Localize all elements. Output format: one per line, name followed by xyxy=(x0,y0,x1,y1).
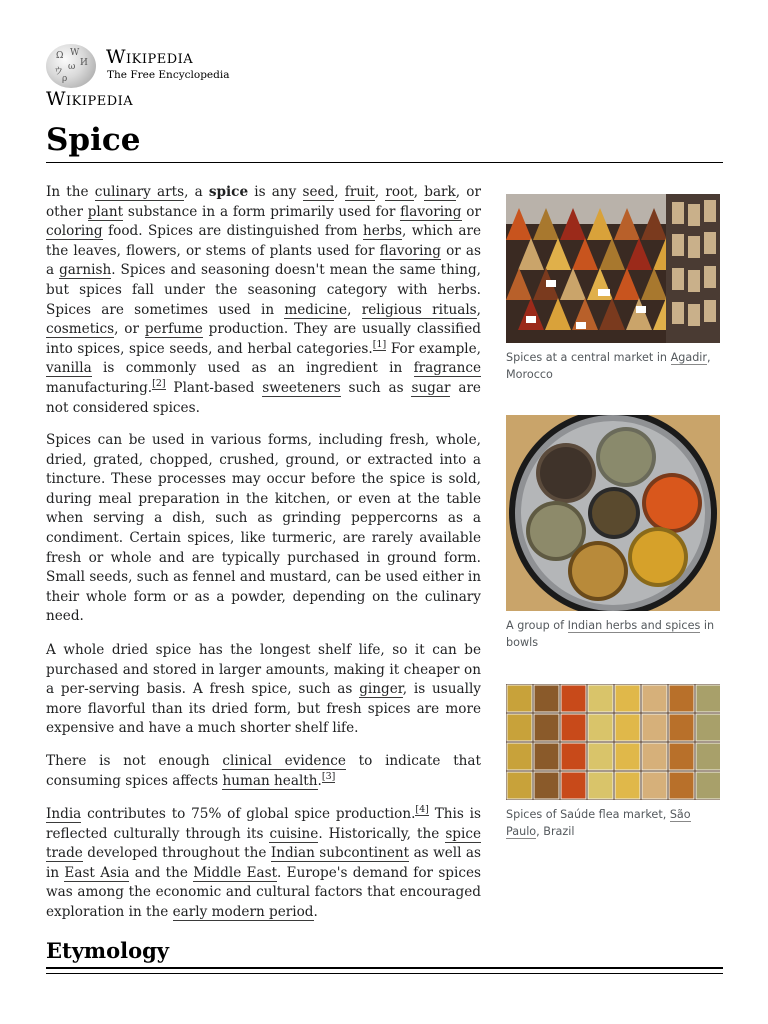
citation-link[interactable]: [1] xyxy=(372,339,387,351)
page-title: Spice xyxy=(46,122,141,158)
article-link[interactable]: cuisine xyxy=(269,825,319,842)
title-divider xyxy=(46,162,723,163)
text-run: . Historically, the xyxy=(318,825,446,842)
text-run: is commonly used as an ingredient in xyxy=(91,360,414,377)
logo-wordmark[interactable]: Wikipedia xyxy=(106,46,194,68)
article-link[interactable]: coloring xyxy=(46,223,103,240)
text-run: . xyxy=(313,903,318,920)
text-run: , or other xyxy=(46,184,481,220)
paragraph-intro xyxy=(46,183,481,418)
article-link[interactable]: fragrance xyxy=(413,360,481,377)
article-link[interactable]: bark xyxy=(424,184,456,200)
text-run: , xyxy=(334,184,345,200)
article-link[interactable]: East Asia xyxy=(64,864,130,881)
text-run: and the xyxy=(129,864,194,881)
article-link[interactable]: São Paulo xyxy=(506,808,691,838)
citation-link[interactable]: [2] xyxy=(152,378,166,390)
text-run: There is not enough xyxy=(46,753,223,769)
text-run: food. Spices are distinguished from xyxy=(102,223,363,240)
paragraph-health xyxy=(46,752,481,791)
text-run: to indicate that consuming spices affects xyxy=(46,753,481,789)
section-divider-thin xyxy=(46,973,723,974)
text-run: , is usually more flavorful than its dried form, but fresh spices are more expensive and have a much shorter shelf life. xyxy=(46,681,481,737)
text-run: , which are the leaves, flowers, or stems of plants used for xyxy=(46,223,481,259)
article-link[interactable]: medicine xyxy=(284,301,348,318)
text-run: substance in a form primarily used for xyxy=(123,203,401,220)
sao-paulo-market-image[interactable] xyxy=(506,684,720,804)
article-link[interactable]: India xyxy=(46,806,82,822)
article-link[interactable]: ginger xyxy=(359,681,403,698)
figure-agadir-market xyxy=(506,194,721,383)
article-link[interactable]: Indian herbs and spices xyxy=(567,619,701,632)
text-run: contributes to 75% of global spice production. xyxy=(81,806,416,822)
text-run: Spices of Saúde flea market, xyxy=(506,808,670,821)
article-link[interactable]: vanilla xyxy=(46,360,92,377)
text-run: or xyxy=(461,203,481,220)
text-run: . xyxy=(317,772,322,789)
article-link[interactable]: Agadir xyxy=(670,351,708,364)
text-run: production. They are usually classified into spices, spice seeds, and herbal categories. xyxy=(46,321,481,357)
spice-bowls-image[interactable] xyxy=(506,415,720,615)
article-link[interactable]: flavoring xyxy=(400,203,462,220)
text-run: For example, xyxy=(386,340,482,357)
text-run: or as a xyxy=(46,242,482,279)
article-link[interactable]: sweeteners xyxy=(262,379,341,396)
text-run: This is reflected culturally through its xyxy=(46,806,481,842)
logo-tagline: The Free Encyclopedia xyxy=(107,69,230,81)
text-run: A whole dried spice has the longest shelf life, so it can be purchased and stored in larger amounts, making it cheaper on a per-serving basis. A fresh spice, such as xyxy=(46,642,481,698)
article-link[interactable]: herbs xyxy=(363,223,402,240)
article-link[interactable]: early modern period xyxy=(172,903,314,920)
article-link[interactable]: cosmetics xyxy=(46,321,115,338)
text-run: manufacturing. xyxy=(46,379,153,396)
text-run: . Spices and seasoning doesn't mean the same thing, but spices fall under the seasoning category with herbs. Spices are sometimes used in xyxy=(46,262,481,318)
citation-link[interactable]: [4] xyxy=(415,804,429,816)
text-run: A group of xyxy=(506,619,568,632)
article-link[interactable]: seed xyxy=(302,184,335,200)
article-link[interactable]: human health xyxy=(222,772,318,789)
article-link[interactable]: clinical evidence xyxy=(222,753,346,769)
article-link[interactable]: flavoring xyxy=(379,242,441,259)
article-link[interactable]: root xyxy=(385,184,414,200)
text-run: , xyxy=(374,184,386,200)
article-link[interactable]: fruit xyxy=(344,184,375,200)
article-link[interactable]: Middle East xyxy=(193,864,278,881)
text-run: , Morocco xyxy=(506,351,711,381)
text-run: in bowls xyxy=(506,619,715,649)
section-heading-etymology: Etymology xyxy=(46,938,170,963)
text-run: , xyxy=(476,301,481,318)
text-run: Spices can be used in various forms, including fresh, whole, dried, grated, chopped, crushed, ground, or extracted into a tincture. These processes may occur before the spice is sold, during meal preparation in the kitchen, or even at the table when serving a dish, such as grinding peppercorns as a condiment. Certain spices, like turmeric, are rarely available fresh or whole and are typically purchased in ground form. Small seeds, such as fennel and mustard, can be used either in their whole form or as a powder, depending on the culinary need. xyxy=(46,432,481,625)
figure-sao-paulo-market xyxy=(506,684,721,840)
article-link[interactable]: garnish xyxy=(59,262,112,279)
text-run: as well as in xyxy=(46,845,481,881)
paragraph-forms xyxy=(46,431,481,627)
bold-term: spice xyxy=(208,184,249,200)
wikipedia-globe-icon[interactable]: Ω W И ウ ω ρ xyxy=(46,44,96,88)
article-link[interactable]: religious rituals xyxy=(361,301,477,318)
article-link[interactable]: spice trade xyxy=(46,825,481,862)
article-link[interactable]: sugar xyxy=(411,379,451,396)
figure-spice-bowls xyxy=(506,415,721,651)
text-run: such as xyxy=(340,379,412,396)
text-run: developed throughout the xyxy=(82,845,271,862)
article-link[interactable]: plant xyxy=(87,203,124,220)
text-run: are not considered spices. xyxy=(46,379,481,416)
agadir-market-image[interactable] xyxy=(506,194,720,347)
text-run: , xyxy=(413,184,425,200)
text-run: , Brazil xyxy=(536,825,575,838)
figure-caption xyxy=(506,617,721,651)
paragraph-production xyxy=(46,805,481,923)
text-run: . Europe's demand for spices was among the economic and cultural factors that encouraged exploration in the xyxy=(46,864,481,920)
paragraph-shelf-life xyxy=(46,641,481,739)
section-divider xyxy=(46,967,723,969)
text-run: Spices at a central market in xyxy=(506,351,671,364)
text-run: , or xyxy=(114,321,145,338)
site-name[interactable]: Wikipedia xyxy=(46,88,134,110)
text-run: Plant-based xyxy=(165,379,263,396)
text-run: is any xyxy=(248,184,303,200)
article-link[interactable]: culinary arts xyxy=(94,184,185,200)
text-run: , xyxy=(347,301,362,318)
citation-link[interactable]: [3] xyxy=(321,771,336,783)
article-link[interactable]: Indian subcontinent xyxy=(270,845,410,862)
article-link[interactable]: perfume xyxy=(144,321,203,338)
figure-caption xyxy=(506,349,721,383)
text-run: In the xyxy=(46,184,95,200)
figure-caption xyxy=(506,806,721,840)
text-run: , a xyxy=(184,184,209,200)
